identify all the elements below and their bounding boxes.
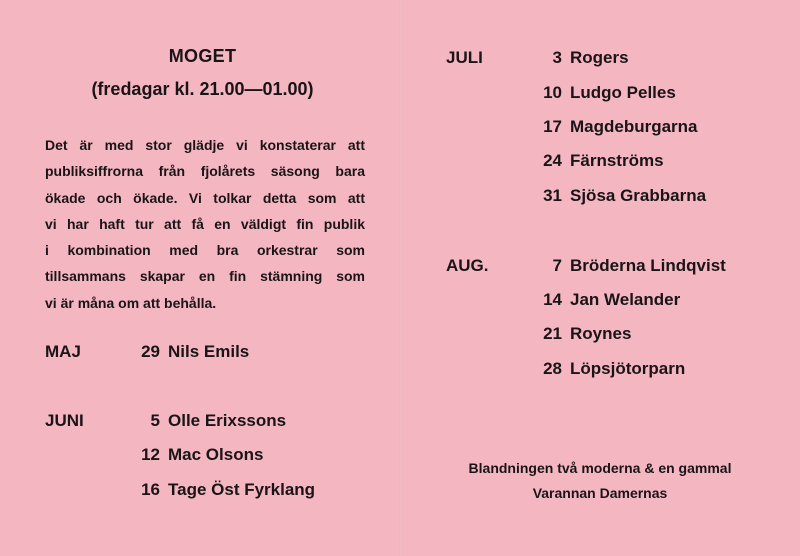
event-day: 16: [141, 480, 160, 499]
intro-line: Det är med stor glädje vi konstaterar att: [45, 137, 365, 153]
event-day: 14: [543, 290, 562, 309]
event-day: 10: [543, 83, 562, 102]
event-day: 31: [543, 186, 562, 205]
event-day: 5: [150, 411, 160, 430]
event-day: 17: [543, 117, 562, 136]
venue-title: MOGET: [168, 46, 237, 66]
event-day: 21: [543, 324, 562, 343]
footer-line: Blandningen två moderna & en gammal: [468, 460, 732, 476]
event-band: Sjösa Grabbarna: [570, 186, 707, 205]
event-band: Jan Welander: [570, 290, 681, 309]
intro-line: publiksiffrorna från fjolårets säsong bara: [45, 163, 365, 180]
event-band: Tage Öst Fyrklang: [168, 480, 316, 499]
footer-note: [400, 456, 800, 506]
intro-line: ökade och ökade. Vi tolkar detta som att: [45, 189, 365, 206]
event-day: 28: [543, 359, 562, 378]
event-day: 12: [141, 445, 160, 464]
intro-line: tillsammans skapar en fin stämning som: [45, 268, 365, 285]
event-band: Löpsjötorparn: [570, 359, 686, 378]
footer-line: Varannan Damernas: [532, 485, 668, 501]
event-day: 29: [141, 342, 160, 361]
month-label-juli: JULI: [446, 48, 483, 67]
intro-line: i kombination med bra orkestrar som: [45, 242, 365, 259]
opening-hours: (fredagar kl. 21.00—01.00): [91, 79, 314, 99]
event-day: 7: [552, 256, 562, 275]
intro-line: vi är måna om att behålla.: [45, 294, 217, 311]
event-band: Ludgo Pelles: [570, 83, 676, 102]
event-band: Magdeburgarna: [570, 117, 698, 136]
event-band: Färnströms: [570, 151, 664, 170]
event-day: 3: [552, 48, 562, 67]
event-band: Bröderna Lindqvist: [570, 256, 726, 275]
event-band: Olle Erixssons: [168, 411, 287, 430]
intro-paragraph: [45, 132, 365, 316]
month-label-aug: AUG.: [446, 256, 489, 275]
event-band: Rogers: [570, 48, 629, 67]
event-day: 24: [543, 151, 562, 170]
intro-line: vi har haft tur att få en väldigt fin publik: [45, 215, 365, 232]
month-label-juni: JUNI: [45, 411, 84, 430]
event-band: Nils Emils: [168, 342, 250, 361]
event-band: Mac Olsons: [168, 445, 264, 464]
event-band: Roynes: [570, 324, 632, 343]
month-label-maj: MAJ: [45, 342, 81, 361]
